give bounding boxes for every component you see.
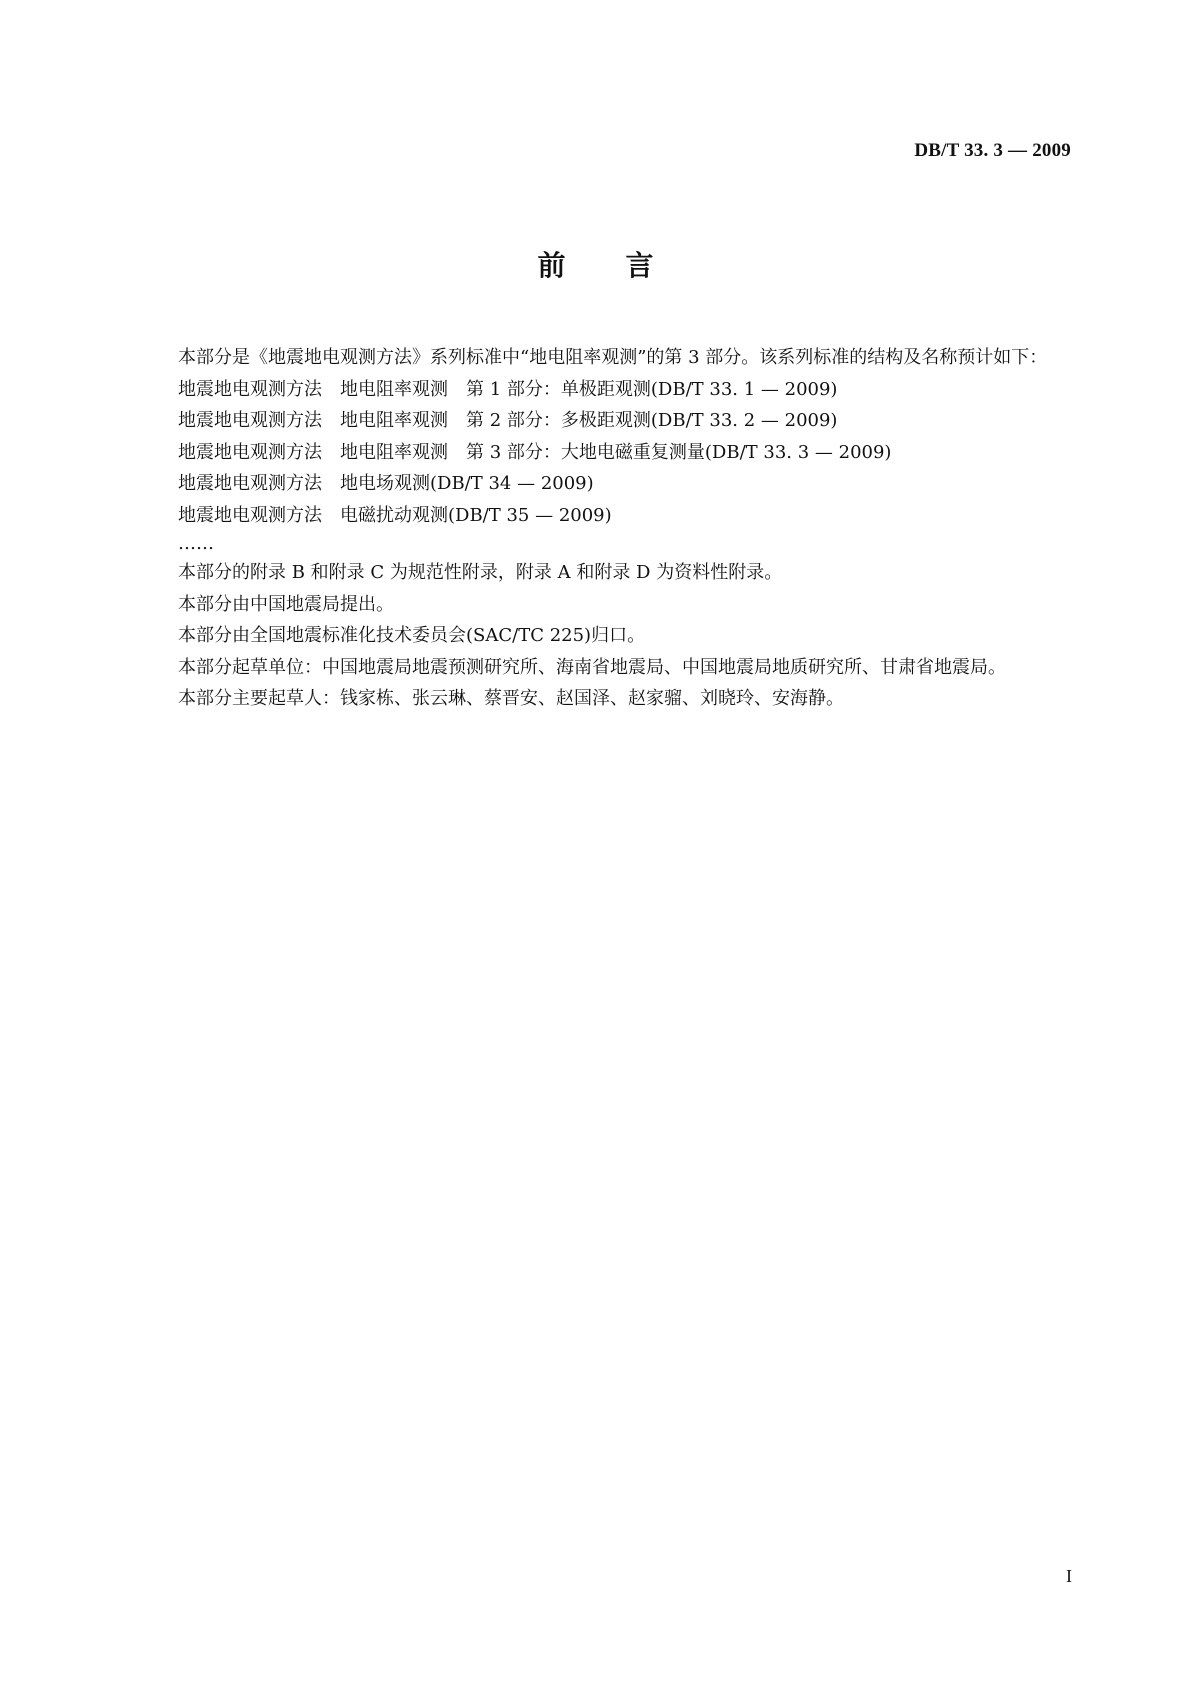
page-number: I (1066, 1566, 1072, 1586)
series-item-subpart: 第 3 部分：大地电磁重复测量(DB/T 33. 3 — 2009) (466, 441, 892, 463)
intro-paragraph: 本部分是《地震地电观测方法》系列标准中“地电阻率观测”的第 3 部分。该系列标准的结构及名称预计如下： (178, 347, 1048, 368)
series-item-part: 地电场观测(DB/T 34 — 2009) (340, 473, 594, 494)
series-item-subpart: 第 1 部分：单极距观测(DB/T 33. 1 — 2009) (466, 378, 838, 400)
proposer-paragraph: 本部分由中国地震局提出。 (178, 593, 394, 615)
series-ellipsis: …… (178, 533, 214, 554)
series-item (138, 468, 1078, 500)
series-item-method: 地震地电观测方法 (178, 473, 322, 494)
series-item-part: 电磁扰动观测(DB/T 35 — 2009) (340, 504, 612, 526)
series-item (138, 374, 1078, 406)
page-title: 前言 (537, 249, 714, 282)
drafting-units-paragraph: 本部分起草单位：中国地震局地震预测研究所、海南省地震局、中国地震局地质研究所、甘肃省地震局。 (178, 656, 1006, 678)
appendix-paragraph: 本部分的附录 B 和附录 C 为规范性附录，附录 A 和附录 D 为资料性附录。 (178, 562, 783, 583)
standard-code: DB/T 33. 3 — 2009 (914, 140, 1071, 161)
series-item (138, 500, 1078, 532)
series-item-method: 地震地电观测方法 (178, 378, 322, 400)
series-item-part: 地电阻率观测 (340, 378, 448, 400)
centralized-paragraph: 本部分由全国地震标准化技术委员会(SAC/TC 225)归口。 (178, 625, 646, 646)
series-item-method: 地震地电观测方法 (178, 504, 322, 526)
series-item-part: 地电阻率观测 (340, 441, 448, 463)
series-item-method: 地震地电观测方法 (178, 441, 322, 463)
drafters-paragraph: 本部分主要起草人：钱家栋、张云琳、蔡晋安、赵国泽、赵家骝、刘晓玲、安海静。 (178, 688, 844, 709)
series-item (138, 437, 1078, 469)
series-list (138, 374, 1078, 558)
series-item (138, 405, 1078, 437)
preface-body (138, 342, 1078, 715)
series-item-part: 地电阻率观测 (340, 410, 448, 431)
series-item-method: 地震地电观测方法 (178, 410, 322, 431)
series-item-subpart: 第 2 部分：多极距观测(DB/T 33. 2 — 2009) (466, 410, 838, 431)
